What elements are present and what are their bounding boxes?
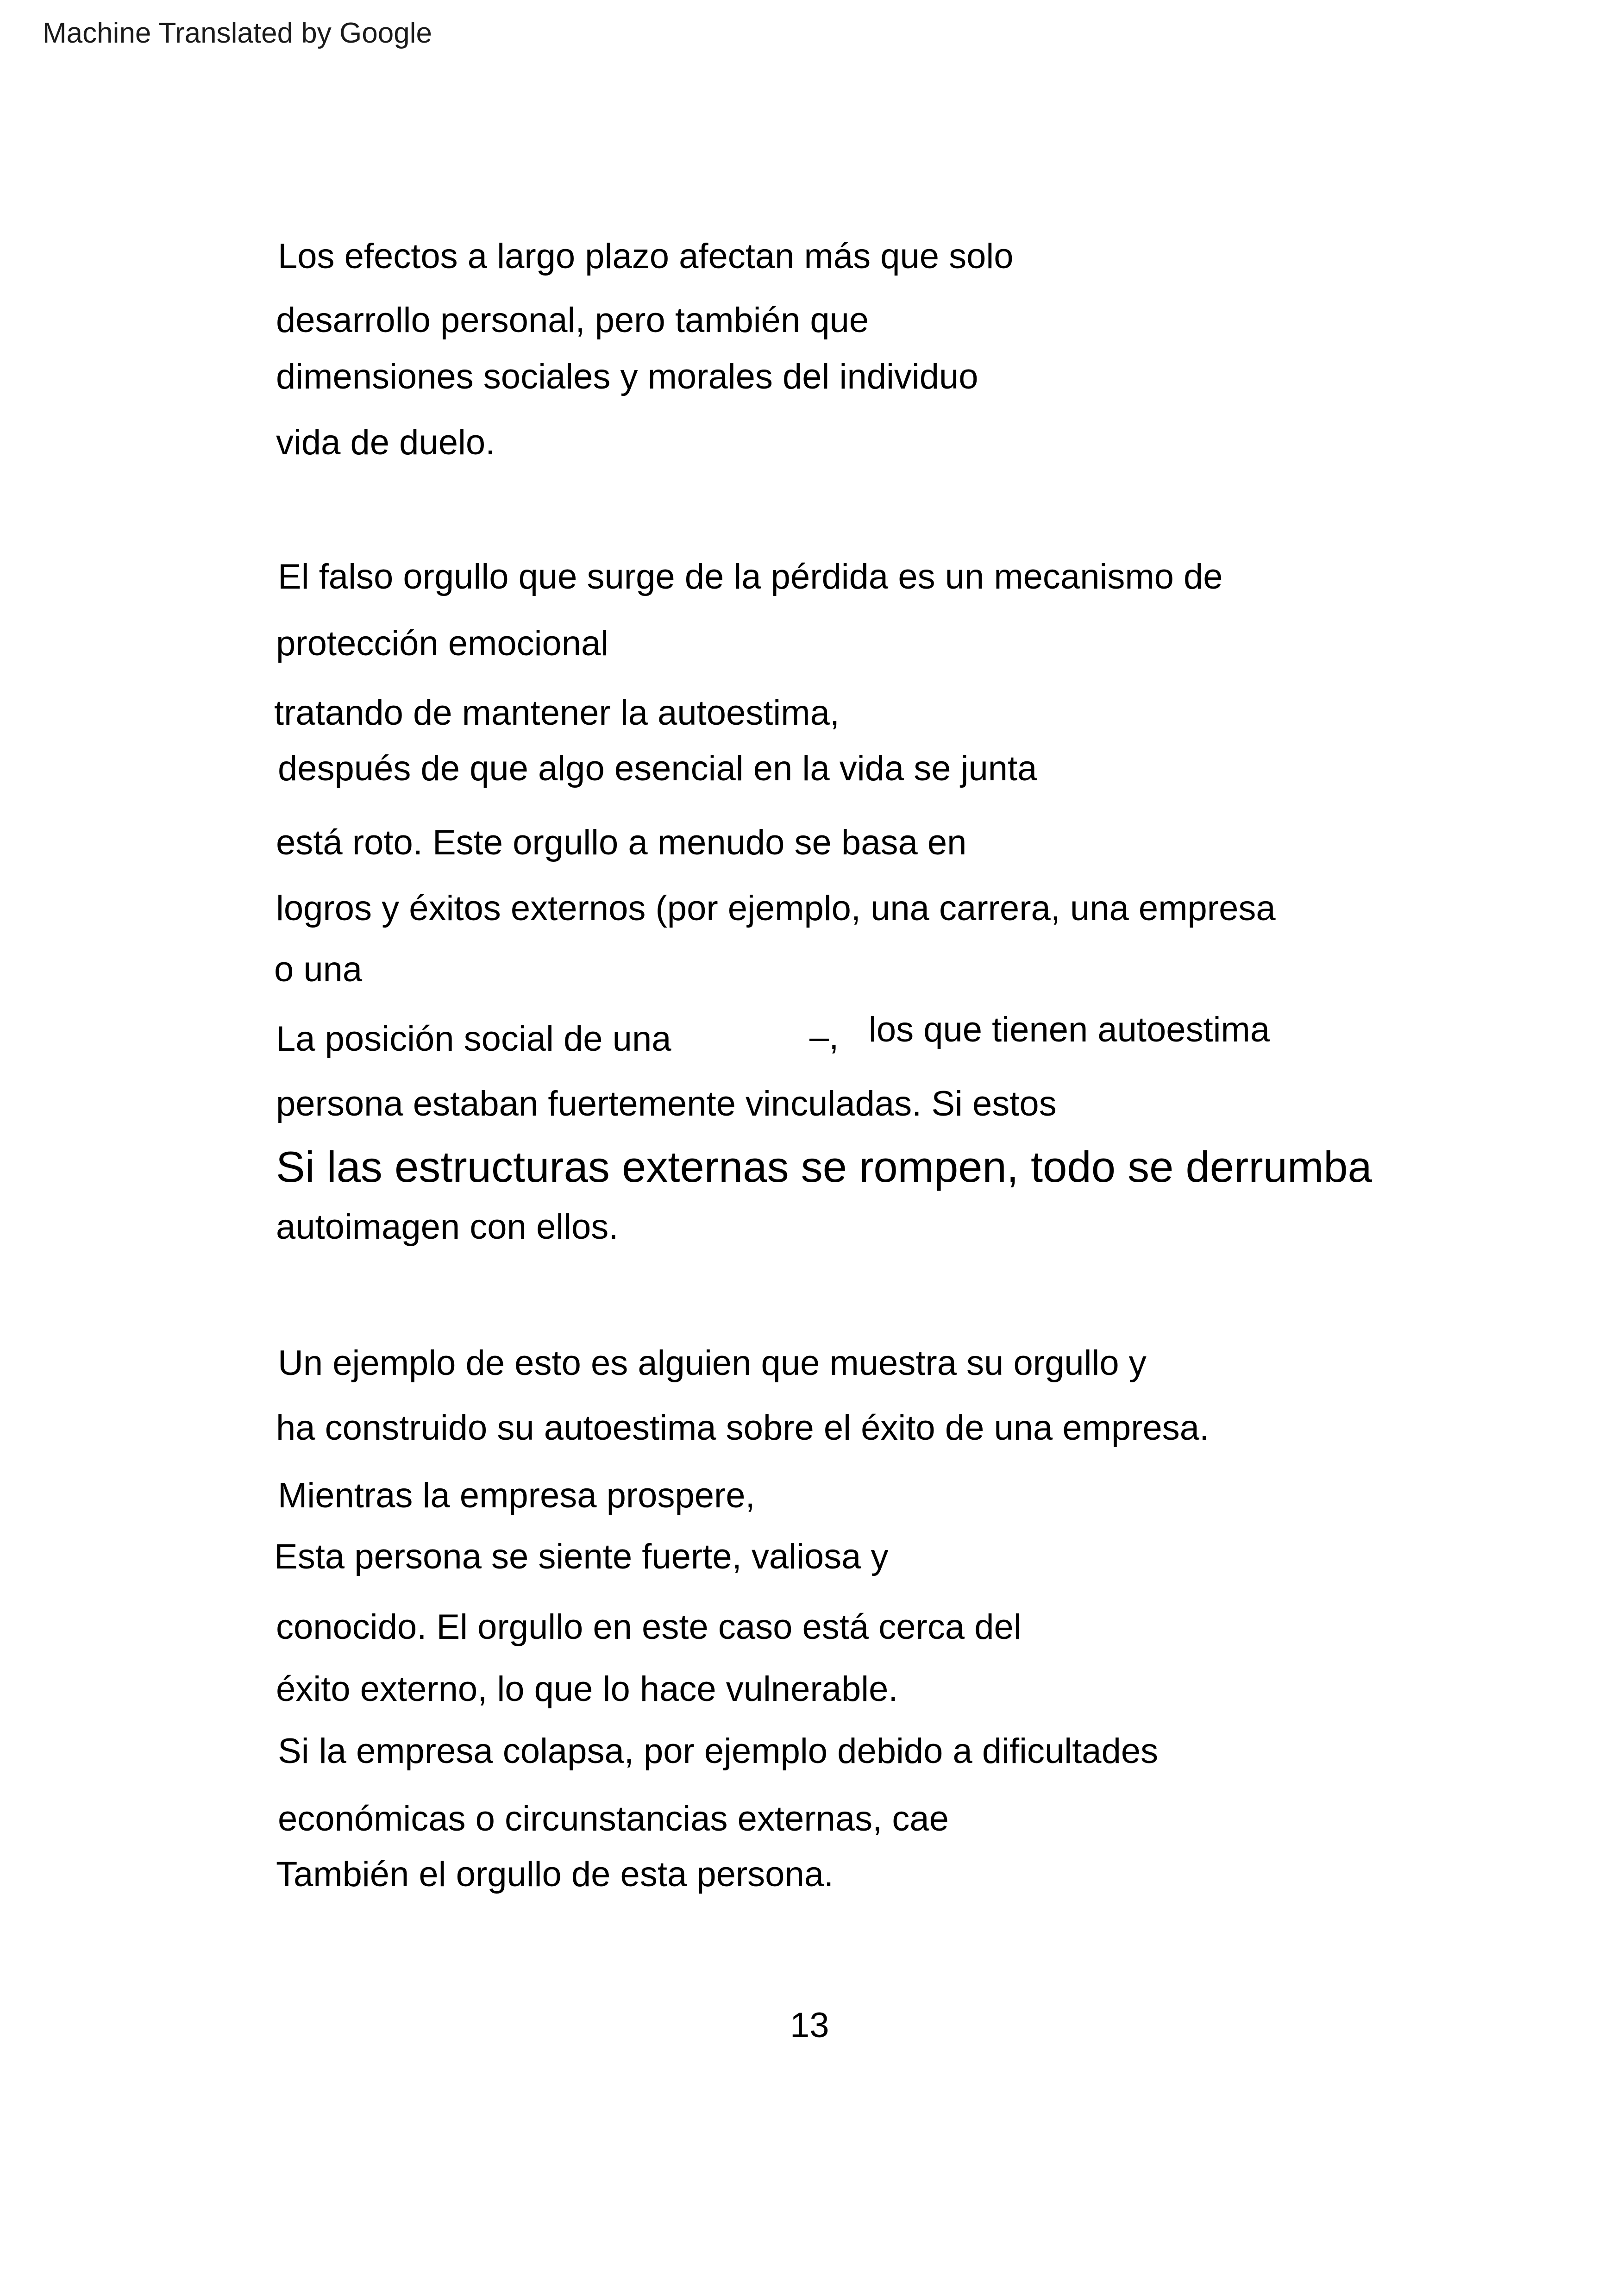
text-line: los que tienen autoestima bbox=[869, 1010, 1270, 1049]
text-line: o una bbox=[274, 950, 363, 989]
text-line: económicas o circunstancias externas, cae bbox=[278, 1799, 949, 1838]
text-line: También el orgullo de esta persona. bbox=[276, 1855, 834, 1894]
text-line: éxito externo, lo que lo hace vulnerable. bbox=[276, 1669, 898, 1709]
text-line: tratando de mantener la autoestima, bbox=[274, 693, 840, 733]
text-line: El falso orgullo que surge de la pérdida es un mecanismo de bbox=[278, 557, 1223, 596]
text-line: está roto. Este orgullo a menudo se basa en bbox=[276, 823, 967, 862]
text-line: persona estaban fuertemente vinculadas. Si estos bbox=[276, 1084, 1057, 1123]
text-line: autoimagen con ellos. bbox=[276, 1207, 619, 1247]
text-line: vida de duelo. bbox=[276, 423, 495, 462]
text-line: conocido. El orgullo en este caso está cerca del bbox=[276, 1607, 1022, 1647]
translation-banner: Machine Translated by Google bbox=[43, 17, 432, 49]
text-line: Un ejemplo de esto es alguien que muestra su orgullo y bbox=[278, 1343, 1147, 1383]
page-number: 13 bbox=[790, 2006, 829, 2045]
text-line: protección emocional bbox=[276, 624, 609, 663]
text-line: Los efectos a largo plazo afectan más que solo bbox=[278, 237, 1014, 276]
text-line: logros y éxitos externos (por ejemplo, una carrera, una empresa bbox=[276, 889, 1276, 928]
text-line: después de que algo esencial en la vida se junta bbox=[278, 749, 1037, 788]
text-line: desarrollo personal, pero también que bbox=[276, 301, 869, 340]
text-line: ha construido su autoestima sobre el éxito de una empresa. bbox=[276, 1408, 1210, 1448]
text-line: La posición social de una bbox=[276, 1019, 671, 1059]
text-line: Esta persona se siente fuerte, valiosa y bbox=[274, 1537, 889, 1576]
text-line: Si las estructuras externas se rompen, todo se derrumba bbox=[276, 1142, 1372, 1191]
text-line: Mientras la empresa prospere, bbox=[278, 1476, 755, 1515]
text-line: Si la empresa colapsa, por ejemplo debido a dificultades bbox=[278, 1731, 1159, 1771]
text-line: dimensiones sociales y morales del individuo bbox=[276, 357, 978, 396]
text-line: –, bbox=[809, 1017, 839, 1057]
